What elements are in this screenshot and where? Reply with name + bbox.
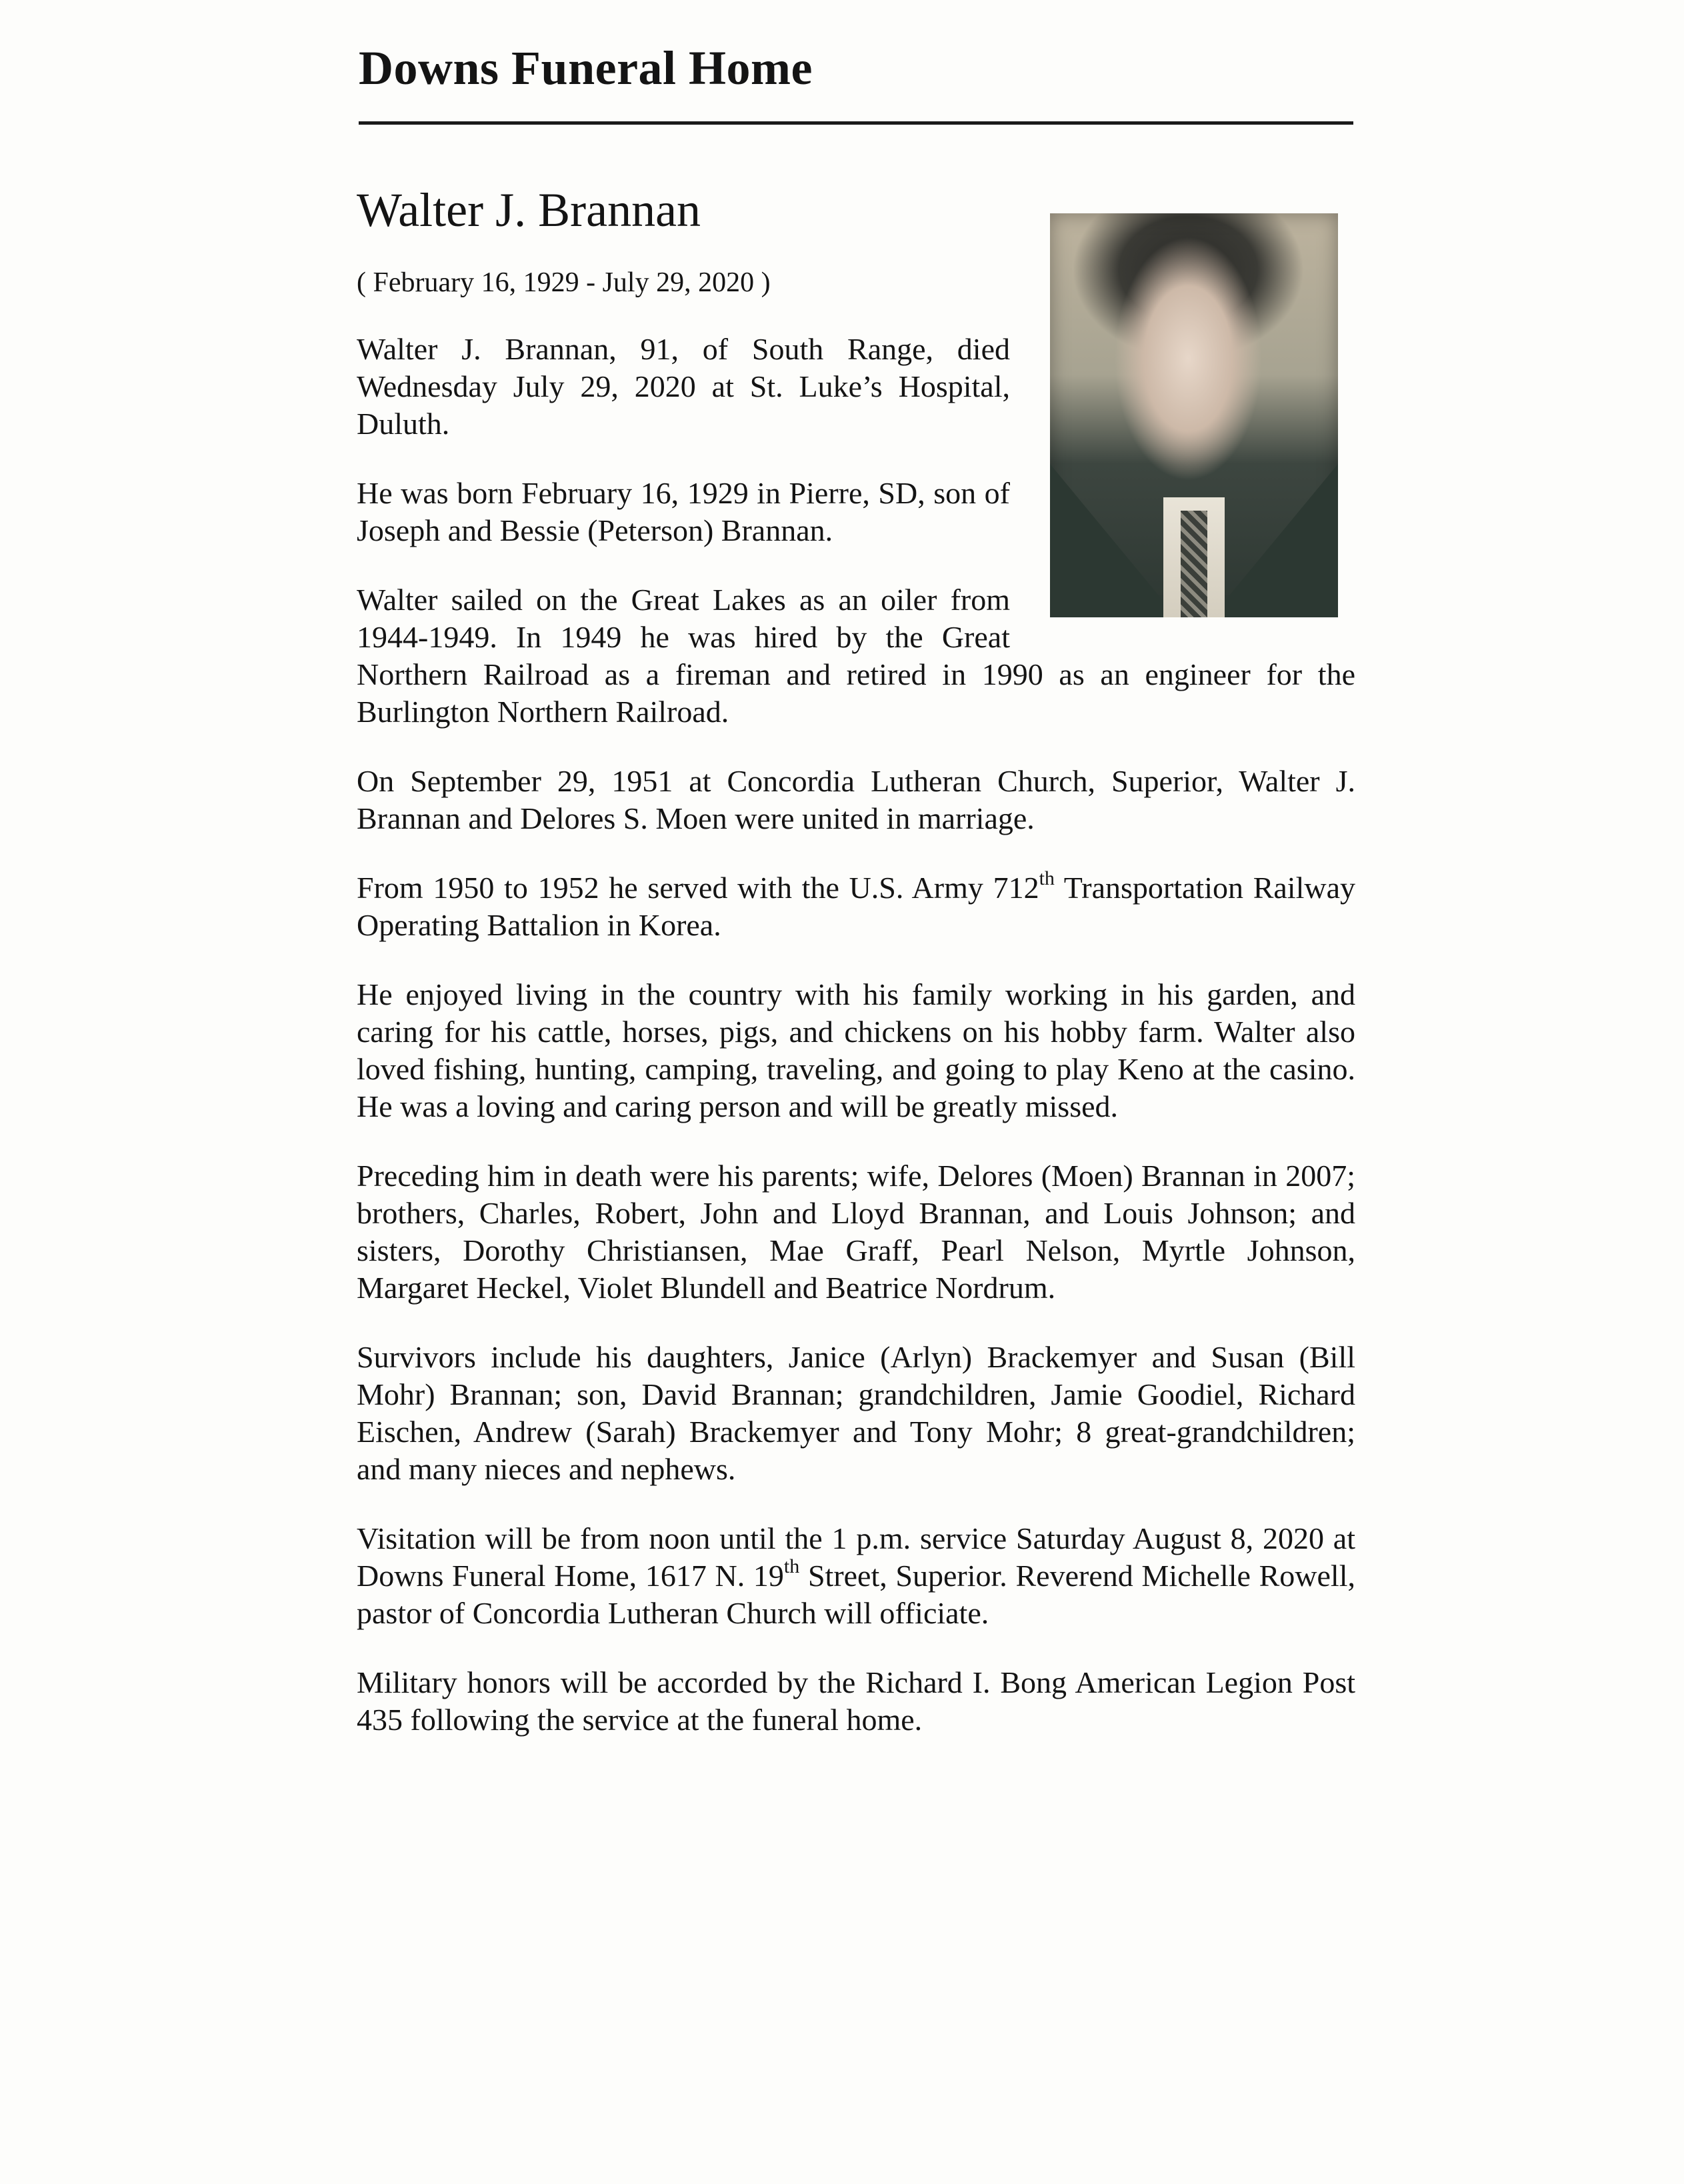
portrait-photo	[1050, 213, 1338, 617]
portrait-lapel-right	[1211, 464, 1338, 617]
life-dates: ( February 16, 1929 - July 29, 2020 )	[357, 267, 771, 298]
paragraph-career: Walter sailed on the Great Lakes as an oiler from 1944-1949. In 1949 he was hired by the Great Northern Railroad as a fireman and retired in 1990 as an engineer for the Burlington Northern Railroad.	[357, 583, 1355, 729]
visitation-text-after: Street, Superior. Reverend Michelle Rowell, pastor of Concordia Lutheran Church will officiate.	[357, 1559, 1355, 1630]
paragraph-hobbies: He enjoyed living in the country with his family working in his garden, and caring for his cattle, horses, pigs, and chickens on his hobby farm. Walter also loved fishing, hunting, camping, traveling, and going to play Keno at the casino. He was a loving and caring person and will be greatly missed.	[357, 977, 1355, 1123]
visitation-text-before: Visitation will be from noon until the 1 p.m. service Saturday August 8, 2020 at Downs Funeral Home, 1617 N. 19	[357, 1521, 1355, 1593]
portrait-tie	[1181, 511, 1207, 617]
letterhead	[359, 37, 1353, 99]
paragraph-marriage: On September 29, 1951 at Concordia Lutheran Church, Superior, Walter J. Brannan and Delores S. Moen were united in marriage.	[357, 764, 1355, 835]
paragraph-military-honors: Military honors will be accorded by the Richard I. Bong American Legion Post 435 following the service at the funeral home.	[357, 1665, 1355, 1737]
paragraph-birth: He was born February 16, 1929 in Pierre, SD, son of Joseph and Bessie (Peterson) Brannan.	[357, 476, 1010, 547]
portrait-lapel-left	[1050, 464, 1177, 617]
military-text-before: From 1950 to 1952 he served with the U.S. Army 712	[357, 871, 1039, 905]
paragraph-death-notice: Walter J. Brannan, 91, of South Range, died Wednesday July 29, 2020 at St. Luke’s Hospital, Duluth.	[357, 332, 1010, 441]
paragraph-visitation	[357, 1520, 1355, 1632]
funeral-home-name: Downs Funeral Home	[359, 41, 813, 95]
header-divider	[359, 121, 1353, 125]
paragraph-military-service	[357, 869, 1355, 944]
military-ordinal-suffix: th	[1039, 867, 1055, 889]
paragraph-preceded-in-death: Preceding him in death were his parents; wife, Delores (Moen) Brannan in 2007; brothers, Charles, Robert, John and Lloyd Brannan, and Louis Johnson; and sisters, Dorothy Christiansen, Mae Graff, Pearl Nelson, Myrtle Johnson, Margaret Heckel, Violet Blundell and Beatrice Nordrum.	[357, 1159, 1355, 1305]
visitation-ordinal-suffix: th	[783, 1555, 800, 1577]
deceased-name: Walter J. Brannan	[357, 183, 701, 237]
military-text-after: Transportation Railway Operating Battalion in Korea.	[357, 871, 1355, 942]
obituary-body	[357, 180, 1355, 1771]
paragraph-survivors: Survivors include his daughters, Janice (Arlyn) Brackemyer and Susan (Bill Mohr) Brannan; son, David Brannan; grandchildren, Jamie Goodiel, Richard Eischen, Andrew (Sarah) Brackemyer and Tony Mohr; 8 great-grandchildren; and many nieces and nephews.	[357, 1340, 1355, 1486]
